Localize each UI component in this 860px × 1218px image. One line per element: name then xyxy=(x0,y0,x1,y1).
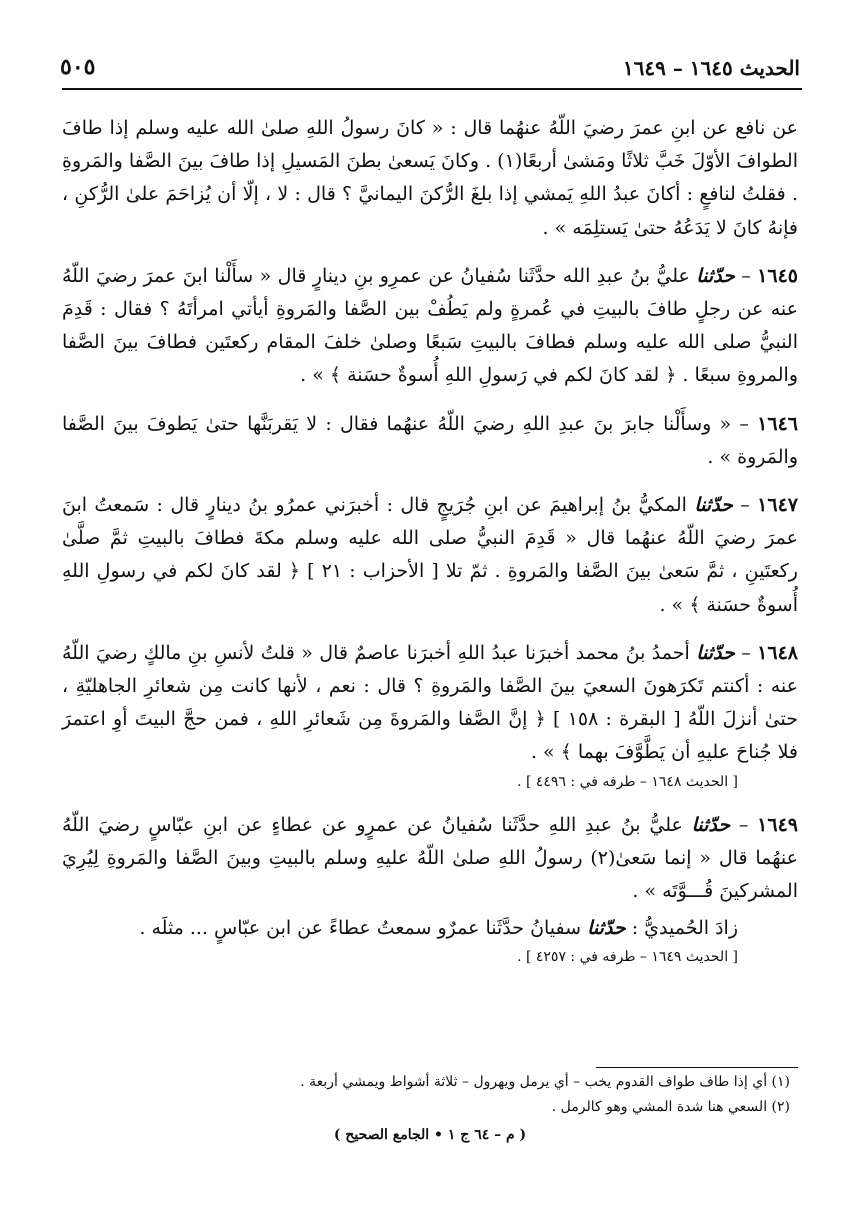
hadith-reference: [ الحديث ١٦٤٨ – طرفه في : ٤٤٩٦ ] . xyxy=(517,773,738,790)
footnote-rule xyxy=(596,1067,798,1068)
hadith-number: ١٦٤٦ xyxy=(757,412,798,435)
hadith-reference: [ الحديث ١٦٤٩ – طرفه في : ٤٢٥٧ ] . xyxy=(517,949,738,966)
running-title: الحديث ١٦٤٥ – ١٦٤٩ xyxy=(622,56,800,80)
printer-signature: ( م – ٦٤ ج ١ • الجامع الصحيح ) xyxy=(333,1127,527,1143)
hadith-number: ١٦٤٥ xyxy=(757,264,798,287)
haddathana-mark: حدّثنا xyxy=(696,641,735,664)
hadith-1647: ١٦٤٧ – حدّثنا المكيُّ بنُ إبراهيمَ عن ابنِ جُرَيجٍ قال : أخبرَني عمرُو بنُ دينارٍ قال : سَمعتُ ابنَ عمرَ رضيَ اللّهُ عنهُما قال « قَدِمَ النبيُّ صلى الله عليه وسلم مكةَ فطافَ بالبيتِ ثمَّ صلَّىٰ ركعتَينِ ، ثمَّ سَعىٰ بينَ الصَّفا والمَروةِ . ثمّ تلا [ الأحزاب : ٢١ ] ﴿ لقد كانَ لكم في رسولِ اللهِ أُسوةٌ حسَنة ﴾ » . xyxy=(62,494,798,616)
hadith-1646: ١٦٤٦ – « وسأَلْنا جابرَ بنَ عبدِ اللهِ رضيَ اللّهُ عنهُما فقال : لا يَقربَنَّها حتىٰ يَطوفَ بينَ الصَّفا والمَروة » . xyxy=(62,412,798,468)
header-rule xyxy=(62,88,802,90)
page-body xyxy=(62,112,798,969)
hadith-1649: ١٦٤٩ – حدّثنا عليُّ بنُ عبدِ اللهِ حدَّثَنا سُفيانُ عن عمرٍو عن عطاءٍ عن ابنِ عبّاسٍ رضيَ اللّهُ عنهُما قال « إنما سَعىٰ(٢) رسولُ اللهِ صلىٰ اللّهُ عليهِ وسلم بالبيتِ وبينَ الصَّفا والمَروةِ لِيُرِيَ المشركينَ قُـــوَّتَه » . xyxy=(62,813,798,903)
hadith-addendum xyxy=(62,912,738,945)
hadith-1645: ١٦٤٥ – حدّثنا عليُّ بنُ عبدِ الله حدَّثَنا سُفيانُ عن عمرِو بنِ دينارٍ قال « سأَلْنا ابنَ عمرَ رضيَ اللّهُ عنه عن رجلٍ طافَ بالبيتِ في عُمرةٍ ولم يَطُفْ بين الصَّفا والمَروةِ أيأتي امرأتَهُ ؟ فقال : قَدِمَ النبيُّ صلى الله عليه وسلم فطافَ بالبيتِ سَبعًا وصلىٰ خلفَ المقام ركعتَين فطافَ بينَ الصَّفا والمروةِ سبعًا . ﴿ لقد كانَ لكم في رَسولِ اللهِ أُسوةٌ حسَنة ﴾ » . xyxy=(62,264,798,387)
hadith-text: عليُّ بنُ عبدِ الله حدَّثَنا سُفيانُ عن عمرِو بنِ دينارٍ قال « سأَلْنا ابنَ عمرَ رضيَ اللّهُ عنه عن رجلٍ طافَ بالبيتِ في عُمرةٍ ولم يَطُفْ بين الصَّفا والمَروةِ أيأتي امرأتَهُ ؟ فقال : قَدِمَ النبيُّ صلى الله عليه وسلم فطافَ بالبيتِ سَبعًا وصلىٰ خلفَ المقام ركعتَين فطافَ بينَ الصَّفا والمروةِ سبعًا . ﴿ لقد كانَ لكم في رَسولِ اللهِ أُسوةٌ حسَنة ﴾ » . xyxy=(62,264,798,387)
footnotes xyxy=(62,1070,790,1120)
page-header xyxy=(60,52,800,86)
haddathana-mark: حدّثنا xyxy=(587,917,626,940)
hadith-number: ١٦٤٧ xyxy=(757,494,798,517)
page-number: ٥٠٥ xyxy=(60,54,96,80)
haddathana-mark: حدّثنا xyxy=(691,813,731,836)
paragraph-continuation: عن نافع عن ابنِ عمرَ رضيَ اللّهُ عنهُما قال : « كانَ رسولُ اللهِ صلىٰ الله عليه وسلم إذا طافَ الطوافَ الأوّلَ خَبَّ ثلاثًا ومَشىٰ أربعًا(١) . وكانَ يَسعىٰ بطنَ المَسيلِ إذا طافَ بينَ الصَّفا والمَروةِ . فقلتُ لنافعٍ : أكانَ عبدُ اللهِ يَمشي إذا بلغَ الرُّكنَ اليمانيَّ ؟ قال : لا ، إلّا أن يُزاحَمَ علىٰ الرُّكنِ ، فإنهُ كانَ لا يَدَعُهُ حتىٰ يَستلِمَه » . xyxy=(62,117,798,239)
footnote-1: (١) أي إذا طاف طواف القدوم يخب – أي يرمل ويهرول – ثلاثة أشواط ويمشي أربعة . xyxy=(300,1074,790,1090)
haddathana-mark: حدّثنا xyxy=(694,494,733,517)
addendum-text: سفيانُ حدَّثَنا عمرٌو سمعتُ عطاءً عن ابن عبّاسٍ ... مثلَه . xyxy=(139,917,582,940)
hadith-1648: ١٦٤٨ – حدّثنا أحمدُ بنُ محمد أخبرَنا عبدُ اللهِ أخبرَنا عاصمٌ قال « قلتُ لأنسِ بنِ مالكٍ رضيَ اللّهُ عنه : أكنتم تَكرَهونَ السعيَ بينَ الصَّفا والمَروةِ ؟ قال : نعم ، لأنها كانت مِن شعائرِ الجاهليّةِ ، حتىٰ أنزلَ اللّهُ [ البقرة : ١٥٨ ] ﴿ إنَّ الصَّفا والمَروةَ مِن شَعائرِ اللهِ ، فمن حجَّ البيتَ أوِ اعتمرَ فلا جُناحَ عليهِ أن يَطَّوَّفَ بهما ﴾ » . xyxy=(62,641,798,764)
hadith-number: ١٦٤٩ xyxy=(757,813,798,836)
hadith-text: « وسأَلْنا جابرَ بنَ عبدِ اللهِ رضيَ اللّهُ عنهُما فقال : لا يَقربَنَّها حتىٰ يَطوفَ بينَ الصَّفا والمَروة » . xyxy=(62,412,798,468)
haddathana-mark: حدّثنا xyxy=(696,264,735,287)
hadith-text: أحمدُ بنُ محمد أخبرَنا عبدُ اللهِ أخبرَنا عاصمٌ قال « قلتُ لأنسِ بنِ مالكٍ رضيَ اللّهُ عنه : أكنتم تَكرَهونَ السعيَ بينَ الصَّفا والمَروةِ ؟ قال : نعم ، لأنها كانت مِن شعائرِ الجاهليّةِ ، حتىٰ أنزلَ اللّهُ [ البقرة : ١٥٨ ] ﴿ إنَّ الصَّفا والمَروةَ مِن شَعائرِ اللهِ ، فمن حجَّ البيتَ أوِ اعتمرَ فلا جُناحَ عليهِ أن يَطَّوَّفَ بهما ﴾ » . xyxy=(62,641,798,764)
addendum-intro: زادَ الحُميديُّ : xyxy=(631,917,738,940)
footnote-2: (٢) السعي هنا شدة المشي وهو كالرمل . xyxy=(551,1099,790,1115)
hadith-text: المكيُّ بنُ إبراهيمَ عن ابنِ جُرَيجٍ قال : أخبرَني عمرُو بنُ دينارٍ قال : سَمعتُ ابنَ عمرَ رضيَ اللّهُ عنهُما قال « قَدِمَ النبيُّ صلى الله عليه وسلم مكةَ فطافَ بالبيتِ ثمَّ صلَّىٰ ركعتَينِ ، ثمَّ سَعىٰ بينَ الصَّفا والمَروةِ . ثمّ تلا [ الأحزاب : ٢١ ] ﴿ لقد كانَ لكم في رسولِ اللهِ أُسوةٌ حسَنة ﴾ » . xyxy=(62,494,798,616)
hadith-text: عليُّ بنُ عبدِ اللهِ حدَّثَنا سُفيانُ عن عمرٍو عن عطاءٍ عن ابنِ عبّاسٍ رضيَ اللّهُ عنهُما قال « إنما سَعىٰ(٢) رسولُ اللهِ صلىٰ اللّهُ عليهِ وسلم بالبيتِ وبينَ الصَّفا والمَروةِ لِيُرِيَ المشركينَ قُـــوَّتَه » . xyxy=(62,813,798,903)
hadith-number: ١٦٤٨ xyxy=(757,641,798,664)
